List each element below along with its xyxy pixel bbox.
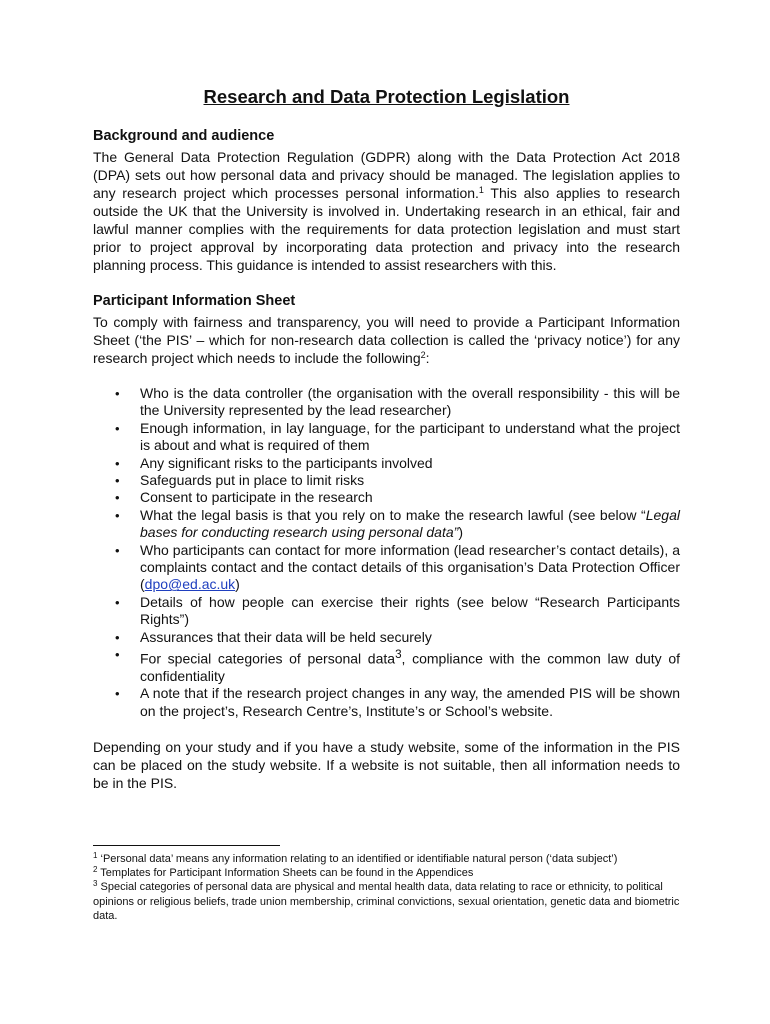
bullet-icon: •	[115, 507, 120, 523]
background-paragraph	[93, 148, 680, 275]
pis-intro-text: To comply with fairness and transparency, you will need to provide a Participant Information Sheet (‘the PIS’ – which for non-research data collection is called the ‘privacy notice’) for any research project which needs to include the following	[93, 313, 680, 366]
bullet-icon: •	[115, 490, 120, 506]
footnote-ref-2: 2	[420, 349, 426, 360]
footnote-divider	[93, 845, 280, 846]
footnote-1: $^1$ ‘Personal data’ means any information relating to an identified or identifiable natural person (‘data subject’)	[93, 851, 618, 865]
list-item: • What the legal basis is that you rely on to make the research lawful (see below “Legal bases for conducting research using personal data”)	[115, 506, 680, 541]
list-item: • Details of how people can exercise their rights (see below “Research Participants Rights”)	[115, 593, 680, 628]
closing-paragraph: Depending on your study and if you have a study website, some of the information in the PIS can be placed on the study website. If a website is not suitable, then all information needs to be in the PIS.	[93, 739, 680, 792]
footnote-ref-3: 3	[395, 648, 402, 661]
footnote-3: $^3$ Special categories of personal data are physical and mental health data, data relating to race or ethnicity, to political opinions or religious beliefs, trade union membership, criminal convictions, sexual orientation, genetic data and biometric data.	[93, 879, 680, 922]
pis-intro-paragraph	[93, 313, 680, 367]
list-item: • Assurances that their data will be held securely	[115, 628, 432, 645]
background-heading: Background and audience	[93, 128, 275, 145]
list-item: • Who is the data controller (the organisation with the overall responsibility - this will be the University represented by the lead researcher)	[115, 384, 680, 419]
bullet-icon: •	[115, 594, 120, 610]
page-title: Research and Data Protection Legislation	[203, 86, 570, 107]
list-item: • Enough information, in lay language, for the participant to understand what the project is about and what is required of them	[115, 419, 680, 454]
background-text-2: This also applies to research outside the UK that the University is involved in. Undertaking research in an ethical, fair and lawful manner complies with the requirements for data protection legislation and must start prior to project approval by incorporating data protection and privacy into the research planning process. This guidance is intended to assist researchers with this.	[93, 184, 680, 274]
footnotes	[93, 852, 680, 923]
background-text-1: The General Data Protection Regulation (GDPR) along with the Data Protection Act 2018 (DPA) sets out how personal data and privacy should be managed. The legislation applies to any research project which processes personal information.	[93, 148, 680, 201]
pis-intro-colon: :	[425, 349, 430, 366]
bullet-icon: •	[115, 420, 120, 436]
footnote-ref-1: 1	[478, 184, 484, 195]
list-item: • For special categories of personal data$^3$, compliance with the common law duty of confidentiality	[115, 647, 680, 685]
list-item: • Any significant risks to the participants involved	[115, 454, 433, 471]
footnote-2: $^2$ Templates for Participant Information Sheets can be found in the Appendices	[93, 865, 474, 880]
bullet-icon: •	[115, 385, 120, 401]
bullet-icon: •	[115, 472, 120, 488]
pis-heading: Participant Information Sheet	[93, 293, 296, 310]
document-body	[93, 86, 680, 793]
list-item: • A note that if the research project changes in any way, the amended PIS will be shown on the project’s, Research Centre’s, Institute’s or School’s website.	[115, 685, 680, 719]
list-item: • Consent to participate in the research	[115, 489, 373, 506]
list-item: • Safeguards put in place to limit risks	[115, 471, 365, 488]
pis-requirements-list	[93, 385, 680, 720]
list-item: • Who participants can contact for more information (lead researcher’s contact details), a complaints contact and the contact details of this organisation’s Data Protection Officer (dpo@ed.ac.uk)	[115, 541, 680, 593]
legal-bases-reference: Legal bases for conducting research using personal data”	[140, 506, 680, 541]
bullet-icon: •	[115, 686, 120, 702]
bullet-icon: •	[115, 629, 120, 645]
dpo-email-link[interactable]: dpo@ed.ac.uk	[144, 576, 236, 593]
bullet-icon: •	[115, 542, 120, 558]
bullet-icon: •	[115, 455, 120, 471]
bullet-icon: •	[115, 647, 120, 662]
